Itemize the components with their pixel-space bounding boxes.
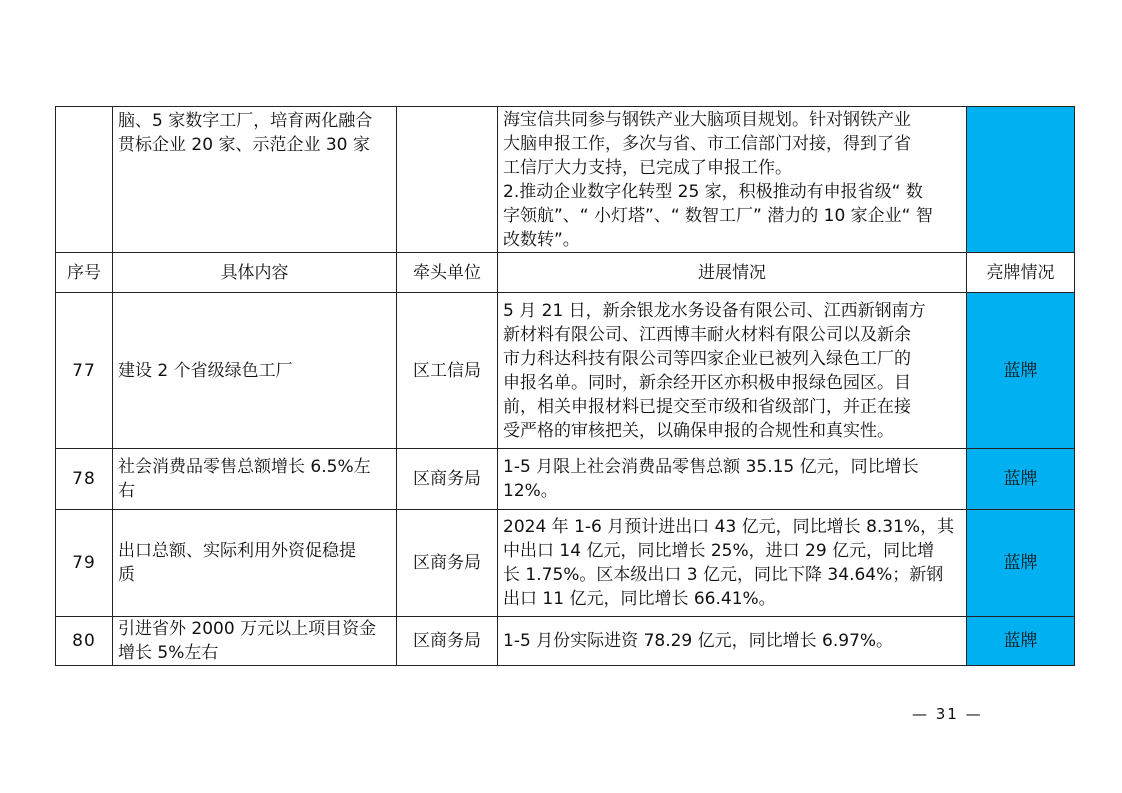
row-progress-line: 申报名单。同时，新余经开区亦积极申报绿色园区。目 bbox=[503, 372, 911, 393]
header-status: 亮牌情况 bbox=[967, 253, 1075, 293]
status-badge: 蓝牌 bbox=[967, 449, 1075, 510]
row-content-line: 出口总额、实际利用外资促稳提 bbox=[118, 541, 356, 561]
table-row bbox=[56, 510, 1075, 617]
row-content-line: 质 bbox=[118, 565, 135, 585]
continued-row bbox=[56, 107, 1075, 253]
row-content-line: 增长 5%左右 bbox=[118, 643, 219, 663]
row-progress-line: 1-5 月份实际进资 78.29 亿元，同比增长 6.97%。 bbox=[503, 631, 894, 651]
row-progress bbox=[498, 449, 967, 510]
row-progress bbox=[498, 617, 967, 666]
row-progress-line: 前，相关申报材料已提交至市级和省级部门，并正在接 bbox=[503, 396, 911, 417]
status-badge: 蓝牌 bbox=[967, 510, 1075, 617]
row-progress-line: 2024 年 1-6 月预计进出口 43 亿元，同比增长 8.31%，其 bbox=[503, 517, 955, 537]
row-content bbox=[113, 293, 397, 449]
row-progress bbox=[498, 293, 967, 449]
continued-content-cell bbox=[113, 107, 397, 253]
row-progress-line: 5 月 21 日，新余银龙水务设备有限公司、江西新钢南方 bbox=[503, 300, 926, 321]
header-lead: 牵头单位 bbox=[397, 253, 498, 293]
row-lead: 区商务局 bbox=[397, 449, 498, 510]
table-row bbox=[56, 293, 1075, 449]
continued-progress-line: 2.推动企业数字化转型 25 家，积极推动有申报省级“ 数 bbox=[503, 182, 923, 202]
row-progress bbox=[498, 510, 967, 617]
continued-lead-cell bbox=[397, 107, 498, 253]
continued-progress-cell bbox=[498, 107, 967, 253]
continued-progress-line: 字领航”、“ 小灯塔”、“ 数智工厂” 潜力的 10 家企业“ 智 bbox=[503, 206, 933, 226]
header-progress: 进展情况 bbox=[498, 253, 967, 293]
row-progress-line: 新材料有限公司、江西博丰耐火材料有限公司以及新余 bbox=[503, 324, 911, 345]
continued-progress-line: 大脑申报工作，多次与省、市工信部门对接，得到了省 bbox=[503, 134, 911, 154]
row-seq: 80 bbox=[56, 617, 113, 666]
row-progress-line: 12%。 bbox=[503, 481, 558, 501]
row-content bbox=[113, 617, 397, 666]
continued-status-cell bbox=[967, 107, 1075, 253]
row-content-line: 右 bbox=[118, 481, 135, 501]
page-number: — 31 — bbox=[912, 705, 983, 723]
row-seq: 77 bbox=[56, 293, 113, 449]
row-progress-line: 中出口 14 亿元，同比增长 25%，进口 29 亿元，同比增 bbox=[503, 541, 935, 561]
table-row bbox=[56, 617, 1075, 666]
continued-progress-line: 改数转”。 bbox=[503, 230, 580, 250]
row-progress-line: 1-5 月限上社会消费品零售总额 35.15 亿元，同比增长 bbox=[503, 457, 919, 477]
status-badge: 蓝牌 bbox=[967, 617, 1075, 666]
progress-table bbox=[55, 106, 1075, 666]
row-lead: 区商务局 bbox=[397, 617, 498, 666]
continued-progress-line: 海宝信共同参与钢铁产业大脑项目规划。针对钢铁产业 bbox=[503, 110, 911, 130]
row-seq: 78 bbox=[56, 449, 113, 510]
row-progress-line: 出口 11 亿元，同比增长 66.41%。 bbox=[503, 589, 776, 609]
row-content bbox=[113, 510, 397, 617]
table-header-row bbox=[56, 253, 1075, 293]
continued-progress-line: 工信厅大力支持，已完成了申报工作。 bbox=[503, 158, 792, 178]
row-progress-line: 长 1.75%。区本级出口 3 亿元，同比下降 34.64%；新钢 bbox=[503, 565, 944, 585]
continued-content-line: 脑、5 家数字工厂，培育两化融合 bbox=[118, 111, 373, 131]
row-progress-line: 市力科达科技有限公司等四家企业已被列入绿色工厂的 bbox=[503, 348, 911, 369]
row-content bbox=[113, 449, 397, 510]
status-badge: 蓝牌 bbox=[967, 293, 1075, 449]
table-row bbox=[56, 449, 1075, 510]
row-seq: 79 bbox=[56, 510, 113, 617]
header-content: 具体内容 bbox=[113, 253, 397, 293]
continued-seq-cell bbox=[56, 107, 113, 253]
row-content-line: 建设 2 个省级绿色工厂 bbox=[118, 360, 293, 381]
continued-content-line: 贯标企业 20 家、示范企业 30 家 bbox=[118, 135, 370, 155]
row-content-line: 社会消费品零售总额增长 6.5%左 bbox=[118, 457, 371, 477]
row-progress-line: 受严格的审核把关，以确保申报的合规性和真实性。 bbox=[503, 420, 894, 441]
row-lead: 区工信局 bbox=[397, 293, 498, 449]
row-content-line: 引进省外 2000 万元以上项目资金 bbox=[118, 619, 377, 639]
row-lead: 区商务局 bbox=[397, 510, 498, 617]
header-seq: 序号 bbox=[56, 253, 113, 293]
